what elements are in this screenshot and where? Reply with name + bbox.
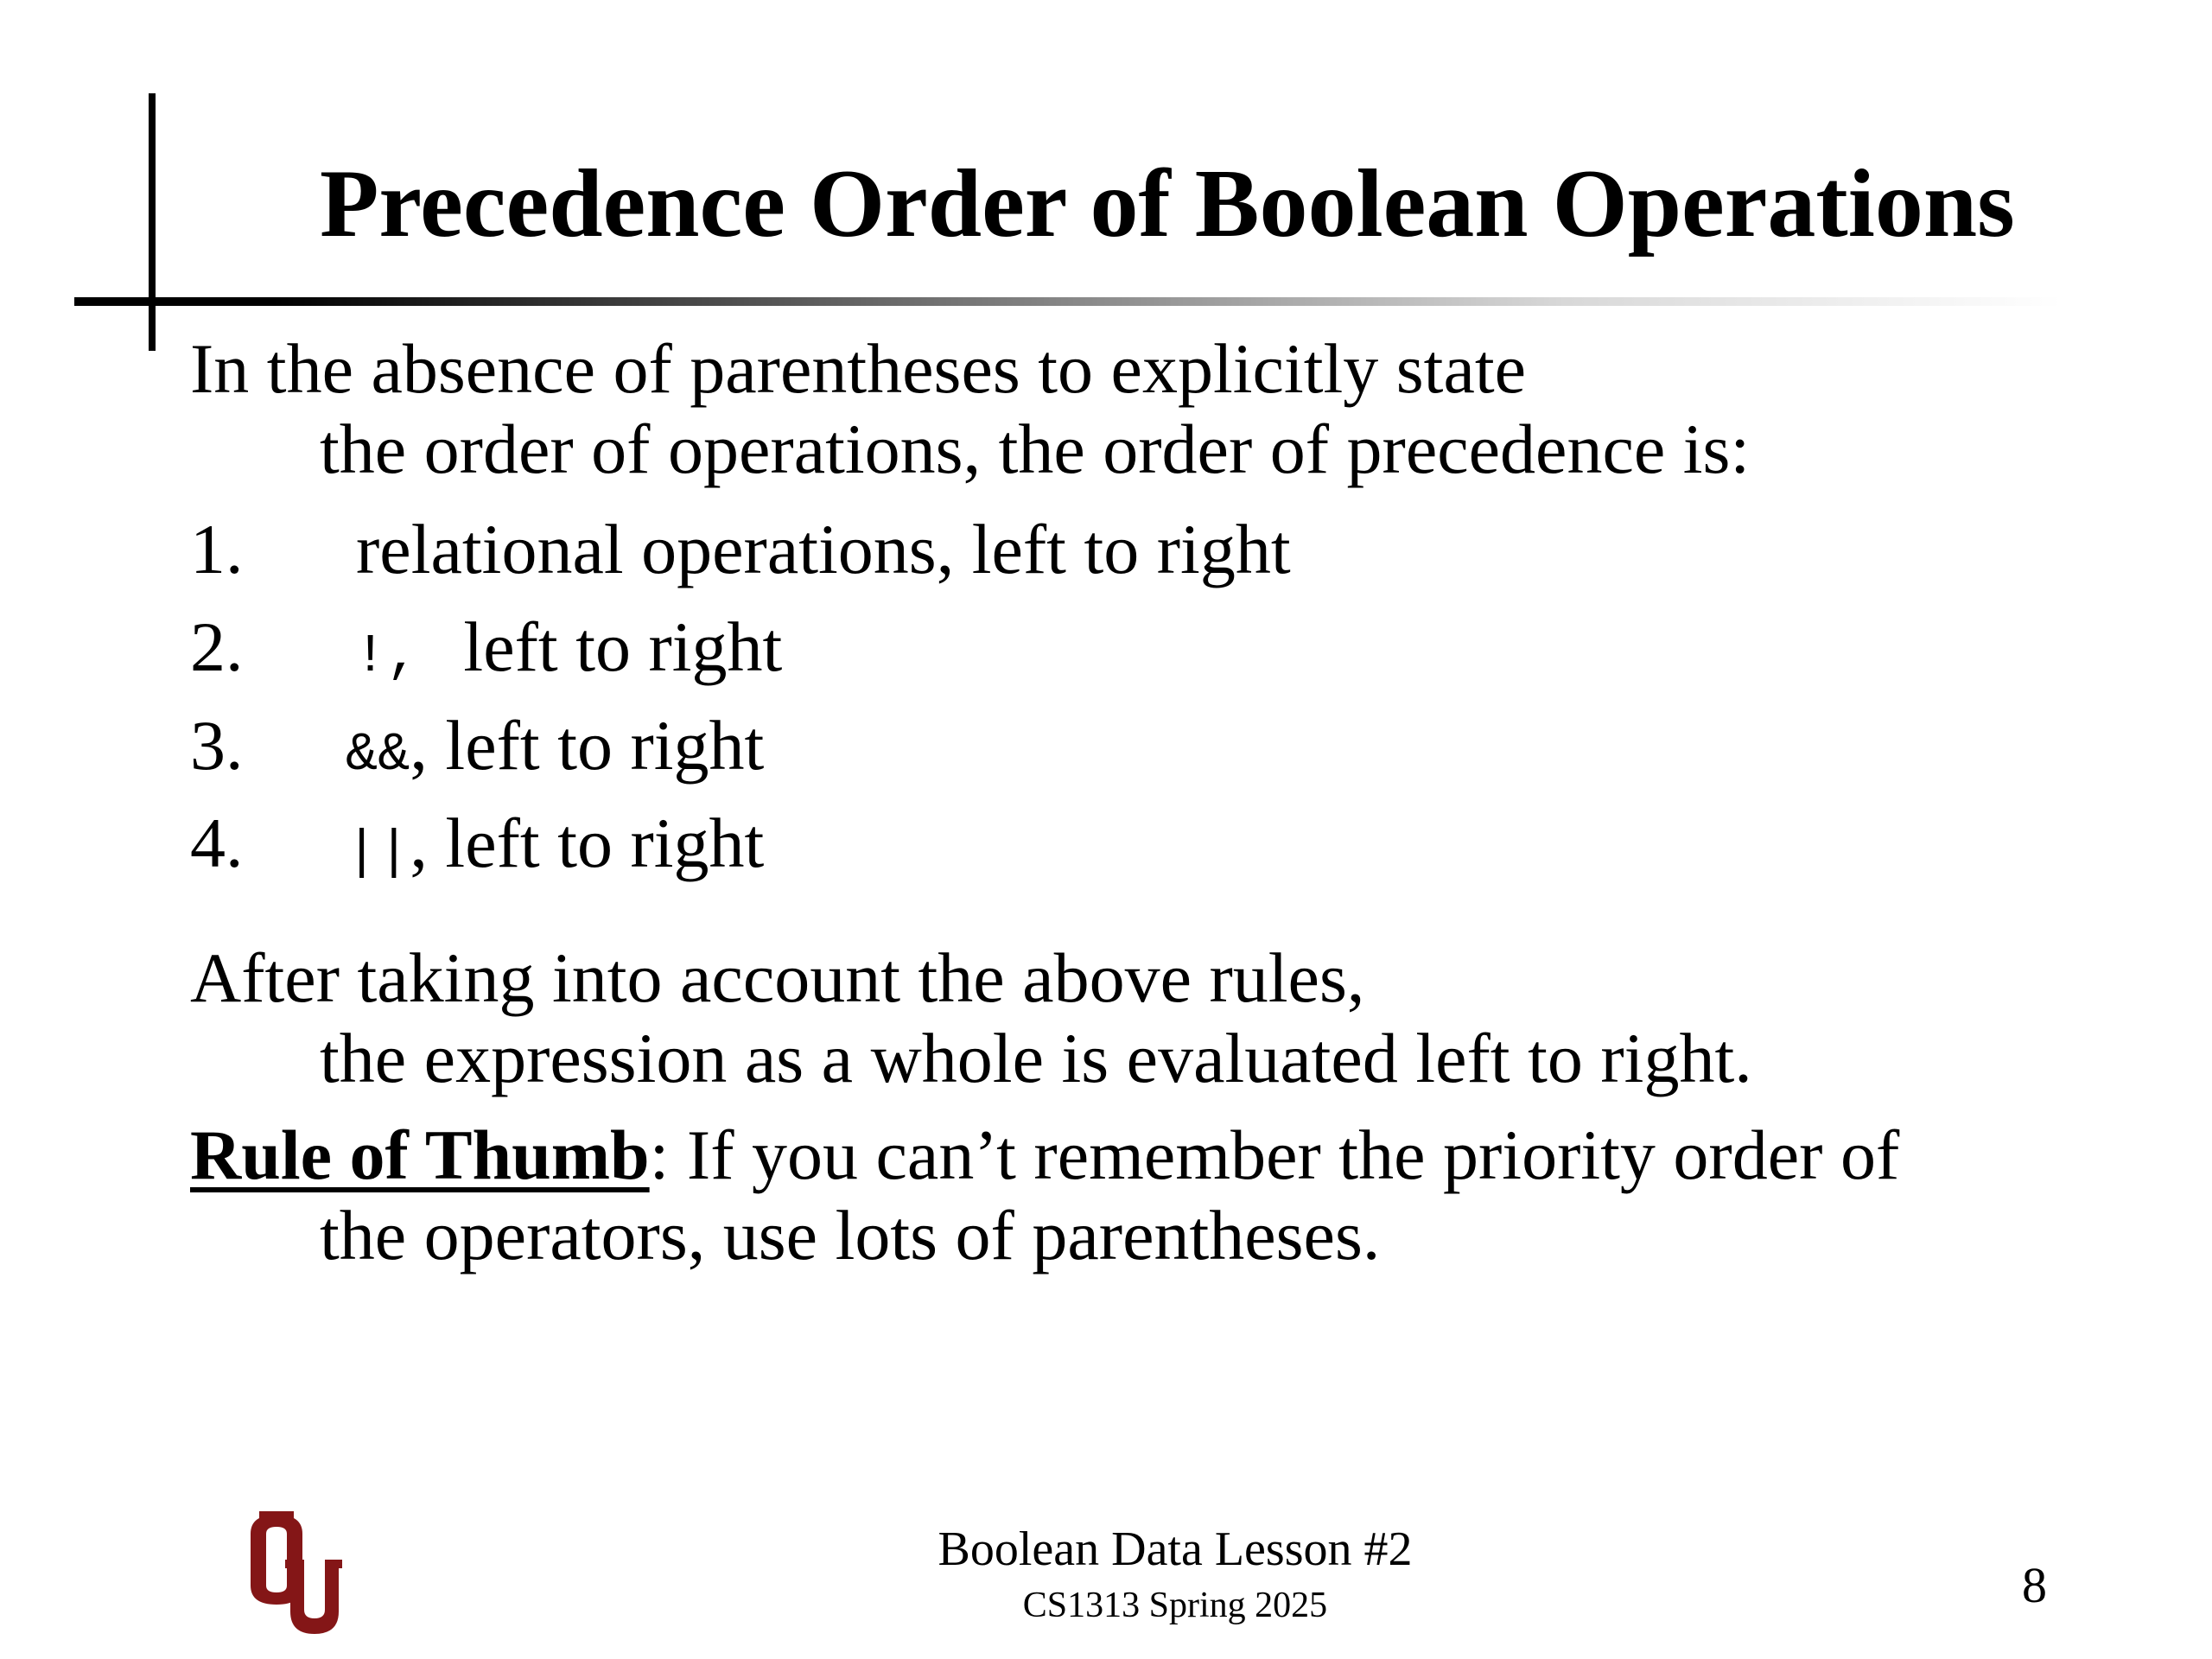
operator-or: || bbox=[346, 822, 410, 883]
rule-of-thumb-paragraph bbox=[190, 1115, 1899, 1275]
list-item-2 bbox=[190, 607, 783, 687]
list-text: , left to right bbox=[410, 706, 765, 785]
list-text: relational operations, left to right bbox=[356, 510, 1291, 588]
after-line-2: the expression as a whole is evaluated left to right. bbox=[320, 1019, 1752, 1097]
operator-and: && bbox=[346, 724, 410, 785]
footer-course: CS1313 Spring 2025 bbox=[1022, 1586, 1328, 1625]
operator-not: !, bbox=[354, 626, 419, 687]
list-item-1 bbox=[190, 510, 1291, 588]
rule-text-1: : If you can’t remember the priority order of bbox=[649, 1116, 1900, 1194]
intro-line-1: In the absence of parentheses to explicitly state bbox=[190, 329, 1527, 408]
intro-line-2: the order of operations, the order of precedence is: bbox=[320, 410, 1751, 488]
title-vertical-rule bbox=[149, 93, 156, 351]
list-item-3 bbox=[190, 706, 765, 785]
list-item-4 bbox=[190, 804, 765, 883]
page-number: 8 bbox=[2022, 1557, 2047, 1613]
after-line-1: After taking into account the above rules, bbox=[190, 938, 1365, 1017]
list-number: 2. bbox=[190, 607, 244, 686]
intro-paragraph bbox=[190, 328, 1750, 489]
title-horizontal-rule bbox=[74, 297, 2062, 306]
rule-text-2: the operators, use lots of parentheses. bbox=[320, 1196, 1381, 1274]
list-number: 1. bbox=[190, 510, 244, 588]
list-text: left to right bbox=[463, 607, 783, 686]
after-paragraph bbox=[190, 938, 1752, 1098]
footer-lesson-title: Boolean Data Lesson #2 bbox=[938, 1522, 1413, 1576]
rule-of-thumb-label: Rule of Thumb bbox=[190, 1116, 650, 1194]
list-number: 3. bbox=[190, 706, 244, 785]
list-text: , left to right bbox=[410, 804, 765, 882]
slide-title: Precedence Order of Boolean Operations bbox=[320, 150, 2015, 257]
list-number: 4. bbox=[190, 804, 244, 882]
